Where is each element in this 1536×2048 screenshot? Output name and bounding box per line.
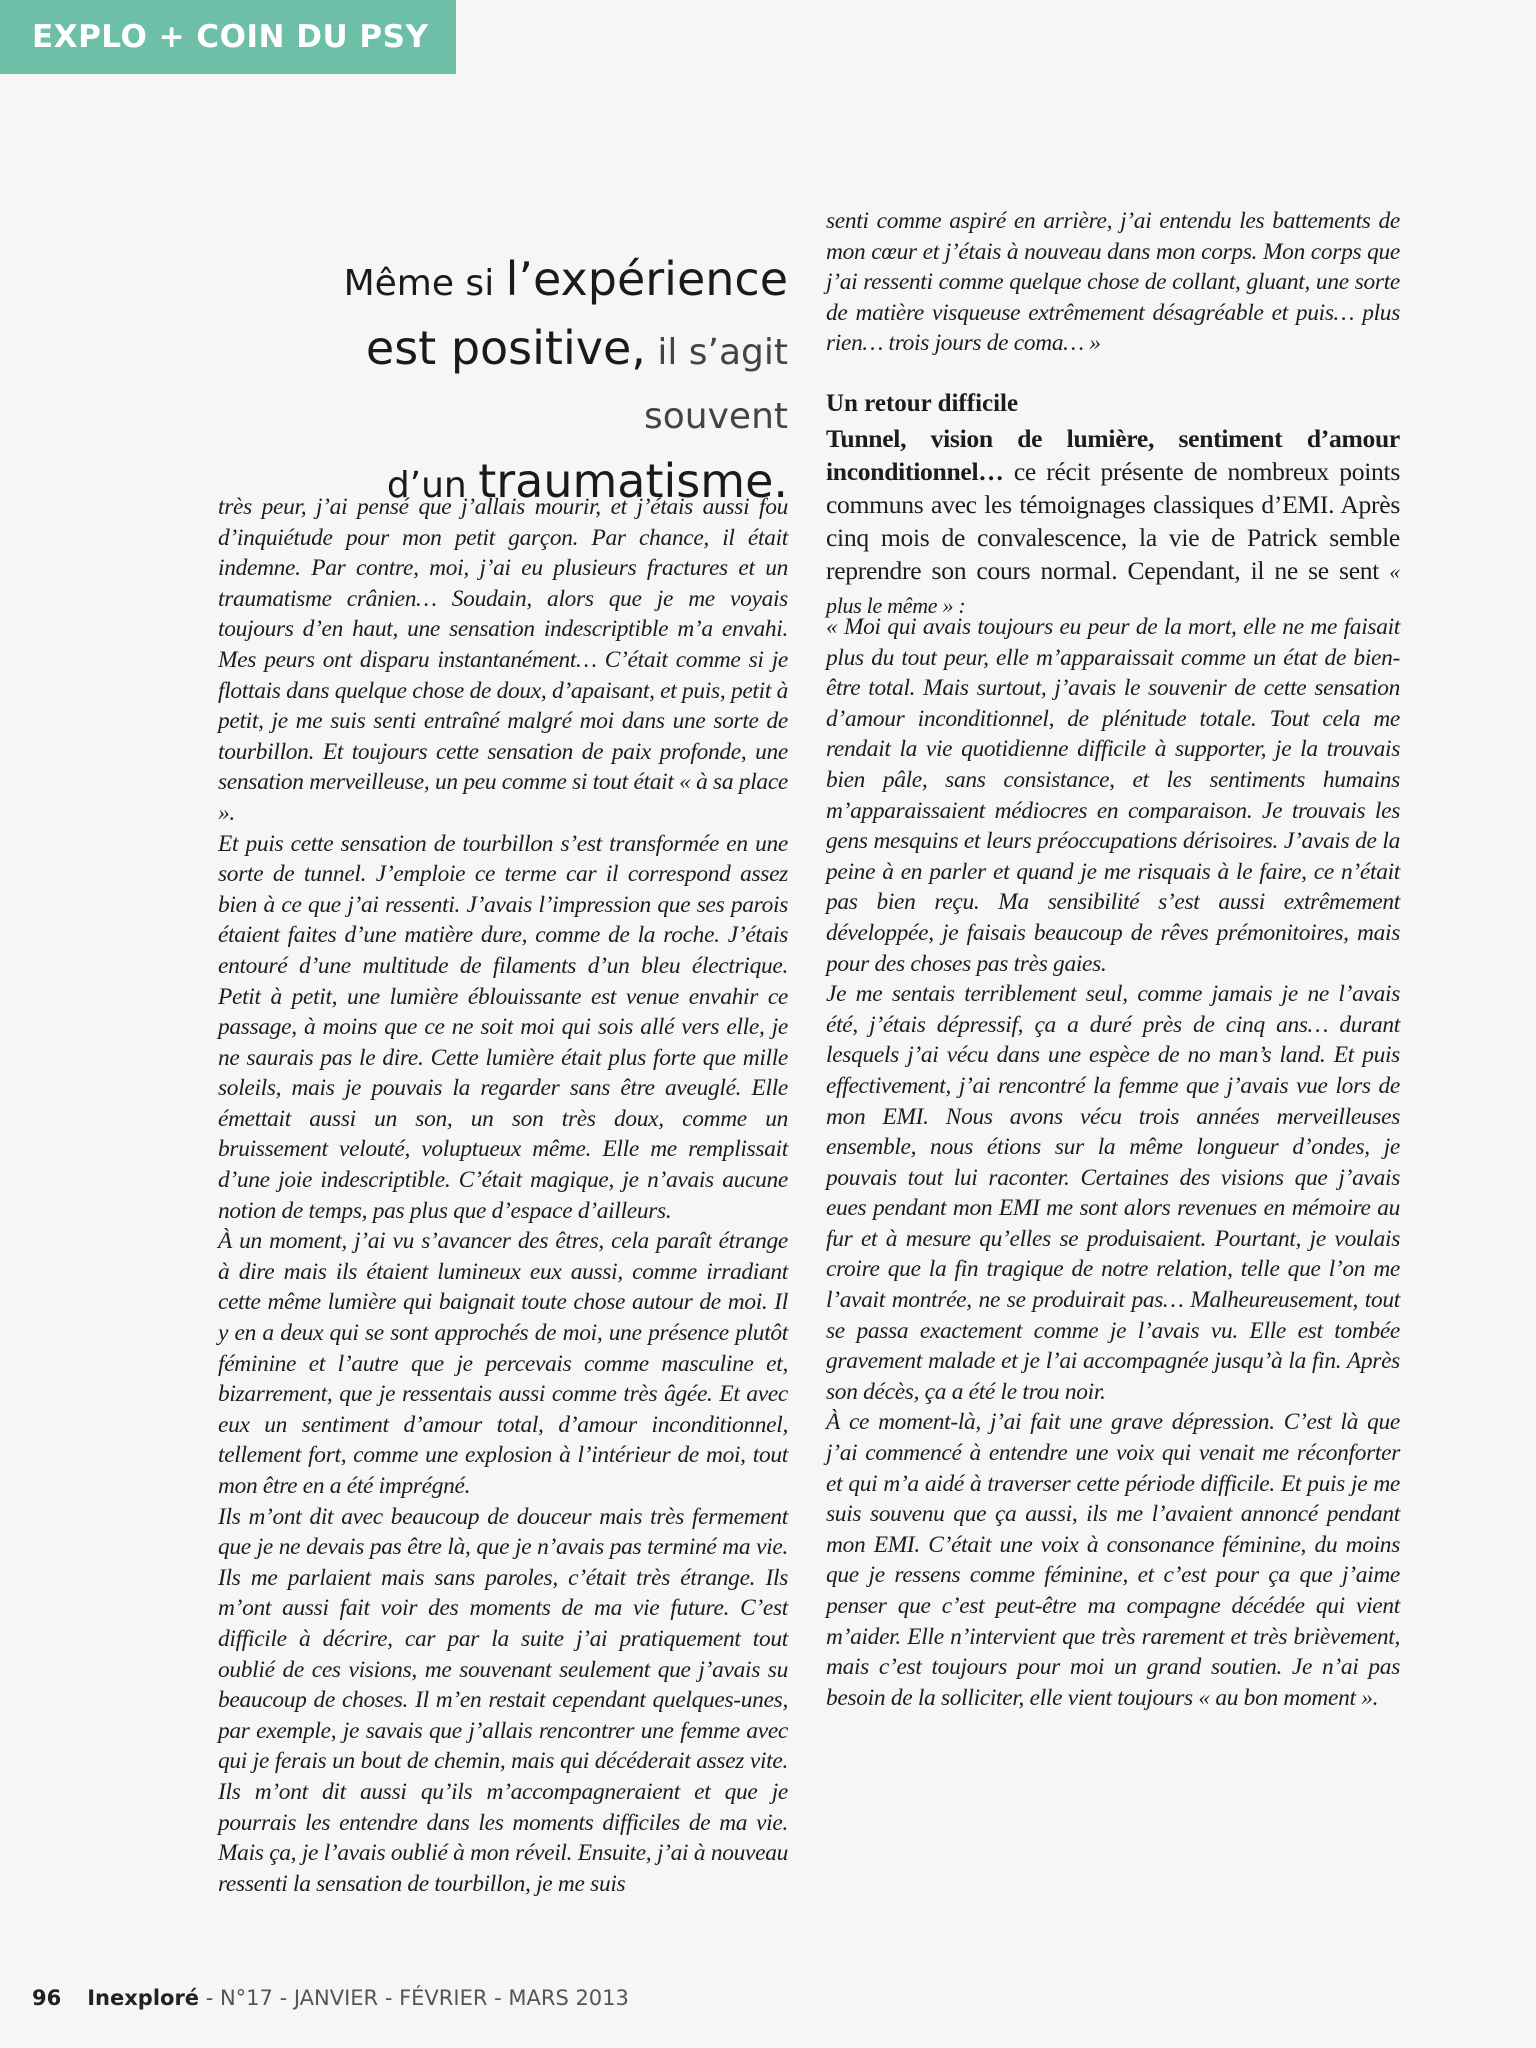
intro-lead: Tunnel, vision de lumière, sentiment d’amour inconditionnel… <box>826 424 1400 486</box>
paragraph: Et puis cette sensation de tourbillon s’est transformée en une sorte de tunnel. J’emploie ce terme car il correspond assez bien à ce que j’ai ressenti. J’avais l’impression que ses parois étaient faites d’une matière dure, comme de la roche. J’étais entouré d’une multitude de filaments d’un bleu électrique. Petit à petit, une lumière éblouissante est venue envahir ce passage, à moins que ce ne soit moi qui sois allé vers elle, je ne saurais pas le dire. Cette lumière était plus forte que mille soleils, mais je pouvais la regarder sans être aveuglé. Elle émettait aussi un son, un son très doux, comme un bruissement velouté, voluptueux même. Elle me remplissait d’une joie indescriptible. C’était magique, je n’avais aucune notion de temps, pas plus que d’espace d’ailleurs. <box>218 830 788 1224</box>
paragraph: très peur, j’ai pensé que j’allais mourir, et j’étais aussi fou d’inquiétude pour mon petit garçon. Par chance, il était indemne. Par contre, moi, j’ai eu plusieurs fractures et un traumatisme crânien… Soudain, alors que je me voyais toujours d’en haut, une sensation indescriptible m’a envahi. Mes peurs ont disparu instantanément… C’était comme si je flottais dans quelque chose de doux, d’apaisant, et puis, petit à petit, je me suis senti entraîné malgré moi dans une sorte de tourbillon. Et toujours cette sensation de paix profonde, une sensation merveilleuse, un peu comme si tout était « à sa place ». <box>218 494 788 826</box>
section-subheading: Un retour difficile <box>826 390 1019 417</box>
paragraph: À un moment, j’ai vu s’avancer des êtres, cela paraît étrange à dire mais ils étaient lumineux eux aussi, comme irradiant cette même lumière qui baignait toute chose autour de moi. Il y en a deux qui se sont approchés de moi, une présence plutôt féminine et l’autre que je percevais comme masculine et, bizarrement, que je ressentais aussi comme très âgée. Et avec eux un sentiment d’amour total, d’amour inconditionnel, tellement fort, comme une explosion à l’intérieur de moi, tout mon être en a été imprégné. <box>218 1228 788 1499</box>
article-right-column <box>826 612 1400 1713</box>
pull-quote <box>230 250 788 521</box>
section-intro <box>826 422 1400 622</box>
intro-text: ce récit présente de nombreux points communs avec les témoignages classiques d’EMI. Après cinq mois de convalescence, la vie de Patrick semble reprendre son cours normal. Cependant, il ne se sent <box>826 457 1400 585</box>
page-number: 96 <box>32 1986 62 2010</box>
article-left-column <box>218 492 788 1899</box>
article-right-column-top <box>826 206 1400 359</box>
magazine-name: Inexploré <box>87 1986 200 2010</box>
intro-quote: « plus le même » : <box>826 559 1400 618</box>
paragraph: « Moi qui avais toujours eu peur de la mort, elle ne me faisait plus du tout peur, elle m’apparaissait comme un état de bien-être total. Mais surtout, j’avais le souvenir de cette sensation d’amour inconditionnel, de plénitude totale. Tout cela me rendait la vie quotidienne difficile à supporter, je la trouvais bien pâle, sans consistance, et les sentiments humains m’apparaissaient médiocres en comparaison. Je trouvais les gens mesquins et leurs préoccupations dérisoires. J’avais de la peine à en parler et quand je me risquais à le faire, ce n’était pas bien reçu. Ma sensibilité s’est aussi extrêmement développée, je faisais beaucoup de rêves prémonitoires, mais pour des choses pas très gaies. <box>826 614 1400 977</box>
pull-quote-part: il s’agit souvent <box>644 332 788 437</box>
page-footer <box>32 1986 629 2010</box>
paragraph: À ce moment-là, j’ai fait une grave dépression. C’est là que j’ai commencé à entendre une voix qui venait me réconforter et qui m’a aidé à traverser cette période difficile. Et puis je me suis souvenu que ça aussi, ils me l’avaient annoncé pendant mon EMI. C’était une voix à consonance féminine, du moins que je ressens comme féminine, et c’est pour ça que j’aime penser que c’est peut-être ma compagne décédée qui vient m’aider. Elle n’intervient que très rarement et très brièvement, mais c’est toujours pour moi un grand soutien. Je n’ai pas besoin de la solliciter, elle vient toujours « au bon moment ». <box>826 1409 1400 1711</box>
pull-quote-part: l’expérience <box>505 252 788 306</box>
pull-quote-part: d’un <box>386 465 479 506</box>
paragraph: Je me sentais terriblement seul, comme jamais je ne l’avais été, j’étais dépressif, ça a duré près de cinq ans… durant lesquels j’ai vécu dans une espèce de no man’s land. Et puis effectivement, j’ai rencontré la femme que j’avais vue lors de mon EMI. Nous avons vécu trois années merveilleuses ensemble, nous étions sur la même longueur d’ondes, je pouvais tout lui raconter. Certaines des visions que j’avais eues pendant mon EMI me sont alors revenues en mémoire au fur et à mesure qu’elles se produisaient. Pourtant, je voulais croire que la fin tragique de notre relation, telle que l’on me l’avait montrée, ne se produirait pas… Malheureusement, tout se passa exactement comme je l’avais vu. Elle est tombée gravement malade et je l’ai accompagnée jusqu’à la fin. Après son décès, ça a été le trou noir. <box>826 981 1400 1405</box>
pull-quote-part: Même si <box>343 263 506 304</box>
pull-quote-part: traumatisme. <box>478 454 788 508</box>
paragraph: Ils m’ont dit avec beaucoup de douceur mais très fermement que je ne devais pas être là, que je n’avais pas terminé ma vie. Ils me parlaient mais sans paroles, c’était très étrange. Ils m’ont aussi fait voir des moments de ma vie future. C’est difficile à décrire, car par la suite j’ai pratiquement tout oublié de ces visions, me souvenant seulement que j’avais su beaucoup de choses. Il m’en restait cependant quelques-unes, par exemple, je savais que j’allais rencontrer une femme avec qui je ferais un bout de chemin, mais qui décéderait assez vite. Ils m’ont dit aussi qu’ils m’accompagneraient et que je pourrais les entendre dans les moments difficiles de ma vie. Mais ça, je l’avais oublié à mon réveil. Ensuite, j’ai à nouveau ressenti la sensation de tourbillon, je me suis <box>218 1503 788 1897</box>
paragraph: senti comme aspiré en arrière, j’ai entendu les battements de mon cœur et j’étais à nouveau dans mon corps. Mon corps que j’ai ressenti comme quelque chose de collant, gluant, une sorte de matière visqueuse extrêmement désagréable et puis… plus rien… trois jours de coma… » <box>826 208 1400 357</box>
issue-info: - N°17 - JANVIER - FÉVRIER - MARS 2013 <box>199 1986 629 2010</box>
pull-quote-part: est positive, <box>365 321 646 375</box>
section-tag: EXPLO + COIN DU PSY <box>0 0 456 74</box>
